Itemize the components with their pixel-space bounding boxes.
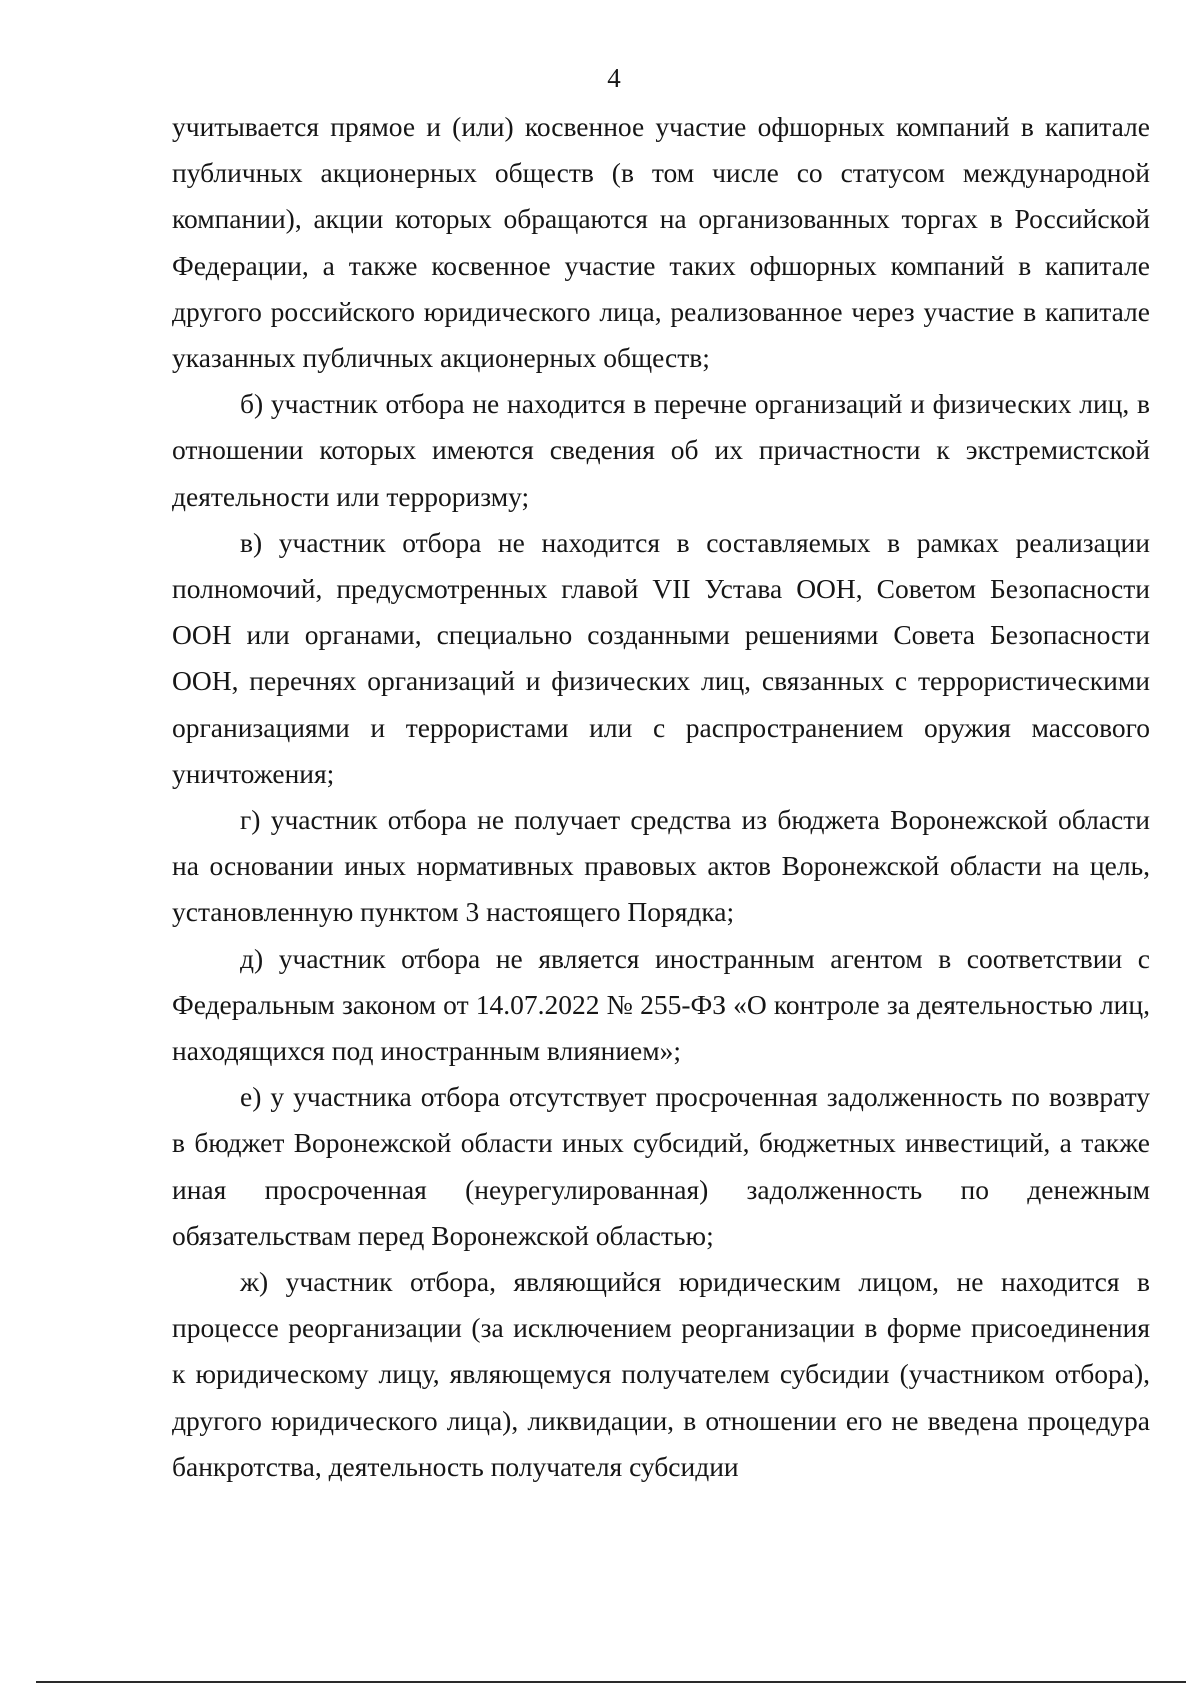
paragraph-item-d: д) участник отбора не является иностранным агентом в соответствии с Федеральным законом от 14.07.2022 № 255-ФЗ «О контроле за деятельностью лиц, находящихся под иностранным влиянием»; [172, 942, 1150, 1067]
paragraph-item-zh: ж) участник отбора, являющийся юридическим лицом, не находится в процессе реорганизации (за исключением реорганизации в форме присоединения к юридическому лицу, являющемуся получателем субсидии (участником отбора), другого юридического лица), ликвидации, в отношении его не введена процедура банкротства, деятельность получателя субсидии [172, 1266, 1150, 1482]
paragraph-item-e: е) у участника отбора отсутствует просроченная задолженность по возврату в бюджет Воронежской области иных субсидий, бюджетных инвестиций, а также иная просроченная (неурегулированная) задолженность по денежным обязательствам перед Воронежской областью; [172, 1081, 1150, 1251]
paragraph-item-b: б) участник отбора не находится в перечне организаций и физических лиц, в отношении которых имеются сведения об их причастности к экстремистской деятельности или терроризму; [172, 388, 1150, 512]
paragraph-item-g: г) участник отбора не получает средства из бюджета Воронежской области на основании иных нормативных правовых актов Воронежской области на цель, установленную пунктом 3 настоящего Порядка; [172, 804, 1150, 928]
bottom-edge-rule [36, 1681, 1186, 1683]
page-number: 4 [607, 63, 621, 93]
paragraph-continuation: учитывается прямое и (или) косвенное участие офшорных компаний в капитале публичных акционерных обществ (в том числе со статусом международной компании), акции которых обращаются на организованных торгах в Российской Федерации, а также косвенное участие таких офшорных компаний в капитале другого российского юридического лица, реализованное через участие в капитале указанных публичных акционерных обществ; [172, 111, 1150, 374]
document-body [172, 104, 1150, 1490]
paragraph-item-v: в) участник отбора не находится в составляемых в рамках реализации полномочий, предусмотренных главой VII Устава ООН, Советом Безопасности ООН или органами, специально созданными решениями Совета Безопасности ООН, перечнях организаций и физических лиц, связанных с террористическими организациями и террористами или с распространением оружия массового уничтожения; [172, 526, 1150, 789]
